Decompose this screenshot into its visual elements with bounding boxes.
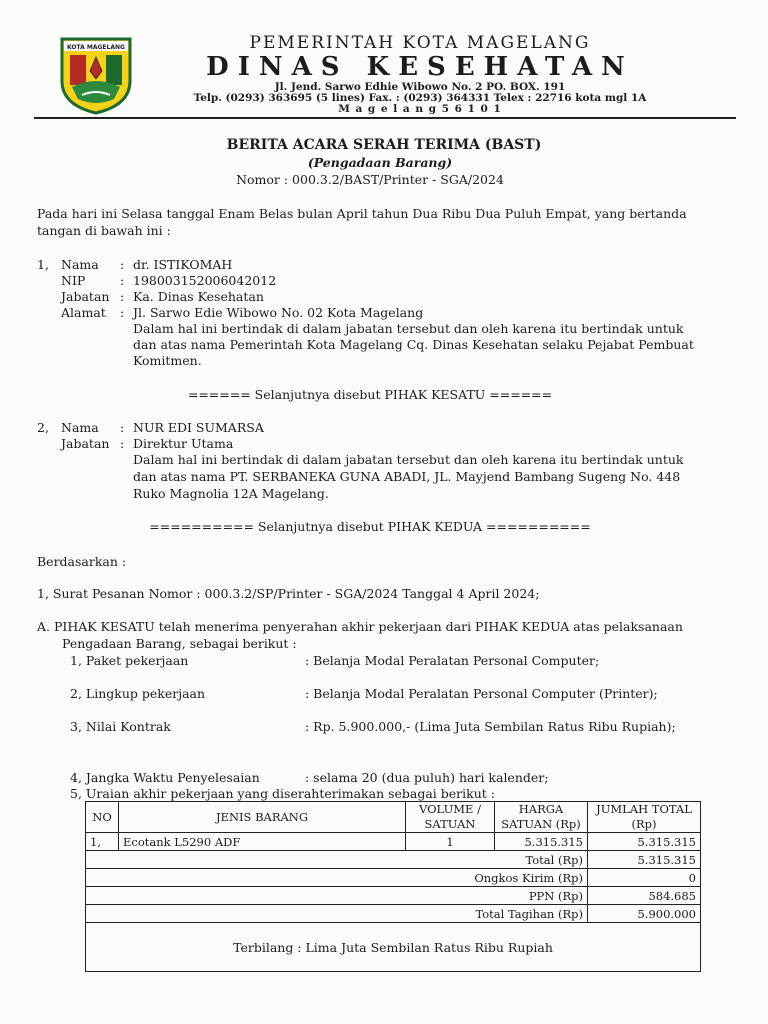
detail-label: 3, Nilai Kontrak — [70, 719, 171, 734]
header-volume: VOLUME / SATUAN — [406, 802, 495, 833]
row-total: 5.315.315 — [588, 833, 701, 851]
intro-line: Pada hari ini Selasa tanggal Enam Belas bulan April tahun Dua Ribu Dua Puluh Empat, yang bertanda — [37, 206, 687, 221]
section-a-text: Pengadaan Barang, sebagai berikut : — [62, 636, 297, 651]
party-number: 1, — [37, 257, 49, 272]
detail-value: : Rp. 5.900.000,- (Lima Juta Sembilan Ratus Ribu Rupiah); — [305, 719, 676, 734]
address-line: Jl. Jend. Sarwo Edhie Wibowo No. 2 PO. BOX. 191 — [274, 81, 566, 93]
field-label: Nama — [61, 257, 99, 272]
ppn-value: 584.685 — [588, 887, 701, 905]
row-unit-price: 5.315.315 — [495, 833, 588, 851]
party1-description: Komitmen. — [133, 353, 202, 368]
grand-total-label: Total Tagihan (Rp) — [86, 905, 588, 923]
ppn-label: PPN (Rp) — [86, 887, 588, 905]
city-emblem-logo — [58, 35, 134, 115]
field-label: NIP — [61, 273, 86, 288]
party1-name: dr. ISTIKOMAH — [133, 257, 233, 272]
table-header-row — [86, 802, 701, 833]
party2-description: Dalam hal ini bertindak di dalam jabatan tersebut dan oleh karena itu bertindak untuk — [133, 452, 684, 467]
table-row — [86, 851, 701, 869]
party2-name: NUR EDI SUMARSA — [133, 420, 264, 435]
header-no: NO — [86, 802, 119, 833]
detail-value: : Belanja Modal Peralatan Personal Computer; — [305, 653, 600, 668]
field-colon: : — [120, 257, 125, 272]
department-name: DINAS KESEHATAN — [206, 52, 634, 82]
table-row — [86, 833, 701, 851]
party1-nip: 198003152006042012 — [133, 273, 277, 288]
total-label: Total (Rp) — [86, 851, 588, 869]
contact-line: Telp. (0293) 363695 (5 lines) Fax. : (0293) 364331 Telex : 22716 kota mgl 1A — [193, 92, 647, 104]
field-label: Alamat — [61, 305, 106, 320]
header-total: JUMLAH TOTAL (Rp) — [588, 802, 701, 833]
party1-address: Jl. Sarwo Edie Wibowo No. 02 Kota Magelang — [133, 305, 424, 320]
detail-label: 5, Uraian akhir pekerjaan yang diserahterimakan sebagai berikut : — [70, 786, 495, 801]
party2-description: Ruko Magnolia 12A Magelang. — [133, 486, 329, 501]
detail-label: 4, Jangka Waktu Penyelesaian — [70, 770, 260, 785]
row-no: 1, — [86, 833, 119, 851]
document-title: BERITA ACARA SERAH TERIMA (BAST) — [226, 137, 542, 153]
party1-description: Dalam hal ini bertindak di dalam jabatan tersebut dan oleh karena itu bertindak untuk — [133, 321, 684, 336]
letterhead-divider — [34, 117, 736, 119]
header-unit-price: HARGA SATUAN (Rp) — [495, 802, 588, 833]
field-colon: : — [120, 436, 125, 451]
government-name: PEMERINTAH KOTA MAGELANG — [249, 33, 591, 53]
detail-label: 2, Lingkup pekerjaan — [70, 686, 206, 701]
field-label: Nama — [61, 420, 99, 435]
detail-value: : Belanja Modal Peralatan Personal Computer (Printer); — [305, 686, 658, 701]
document-subtitle: (Pengadaan Barang) — [307, 155, 453, 170]
grand-total-value: 5.900.000 — [588, 905, 701, 923]
header-item-type: JENIS BARANG — [119, 802, 406, 833]
table-row — [86, 905, 701, 923]
party2-description: dan atas nama PT. SERBANEKA GUNA ABADI, JL. Mayjend Bambang Sugeng No. 448 — [133, 469, 681, 484]
table-row — [86, 923, 701, 972]
table-row — [86, 869, 701, 887]
shipping-value: 0 — [588, 869, 701, 887]
city-postcode-line: M a g e l a n g 5 6 1 0 1 — [338, 103, 502, 115]
items-table — [85, 801, 701, 972]
field-colon: : — [120, 273, 125, 288]
table-row — [86, 887, 701, 905]
shipping-label: Ongkos Kirim (Rp) — [86, 869, 588, 887]
party1-position: Ka. Dinas Kesehatan — [133, 289, 264, 304]
party2-position: Direktur Utama — [133, 436, 234, 451]
field-colon: : — [120, 289, 125, 304]
amount-in-words: Terbilang : Lima Juta Sembilan Ratus Ribu Rupiah — [86, 923, 701, 972]
party1-designation: ====== Selanjutnya disebut PIHAK KESATU ====== — [187, 387, 553, 402]
field-label: Jabatan — [61, 436, 110, 451]
field-label: Jabatan — [61, 289, 110, 304]
row-volume: 1 — [406, 833, 495, 851]
field-colon: : — [120, 305, 125, 320]
party1-description: dan atas nama Pemerintah Kota Magelang Cq. Dinas Kesehatan selaku Pejabat Pembuat — [133, 337, 694, 352]
section-a-text: A. PIHAK KESATU telah menerima penyerahan akhir pekerjaan dari PIHAK KEDUA atas pelaksanaan — [37, 619, 683, 634]
basis-item: 1, Surat Pesanan Nomor : 000.3.2/SP/Printer - SGA/2024 Tanggal 4 April 2024; — [37, 586, 540, 601]
intro-line: tangan di bawah ini : — [37, 223, 171, 238]
party-number: 2, — [37, 420, 49, 435]
basis-label: Berdasarkan : — [37, 554, 127, 569]
document-number: Nomor : 000.3.2/BAST/Printer - SGA/2024 — [236, 172, 504, 187]
field-colon: : — [120, 420, 125, 435]
party2-designation: ========== Selanjutnya disebut PIHAK KEDUA ========== — [149, 519, 591, 534]
total-value: 5.315.315 — [588, 851, 701, 869]
row-item-type: Ecotank L5290 ADF — [119, 833, 406, 851]
detail-label: 1, Paket pekerjaan — [70, 653, 189, 668]
svg-text:KOTA MAGELANG: KOTA MAGELANG — [67, 44, 125, 51]
detail-value: : selama 20 (dua puluh) hari kalender; — [305, 770, 549, 785]
